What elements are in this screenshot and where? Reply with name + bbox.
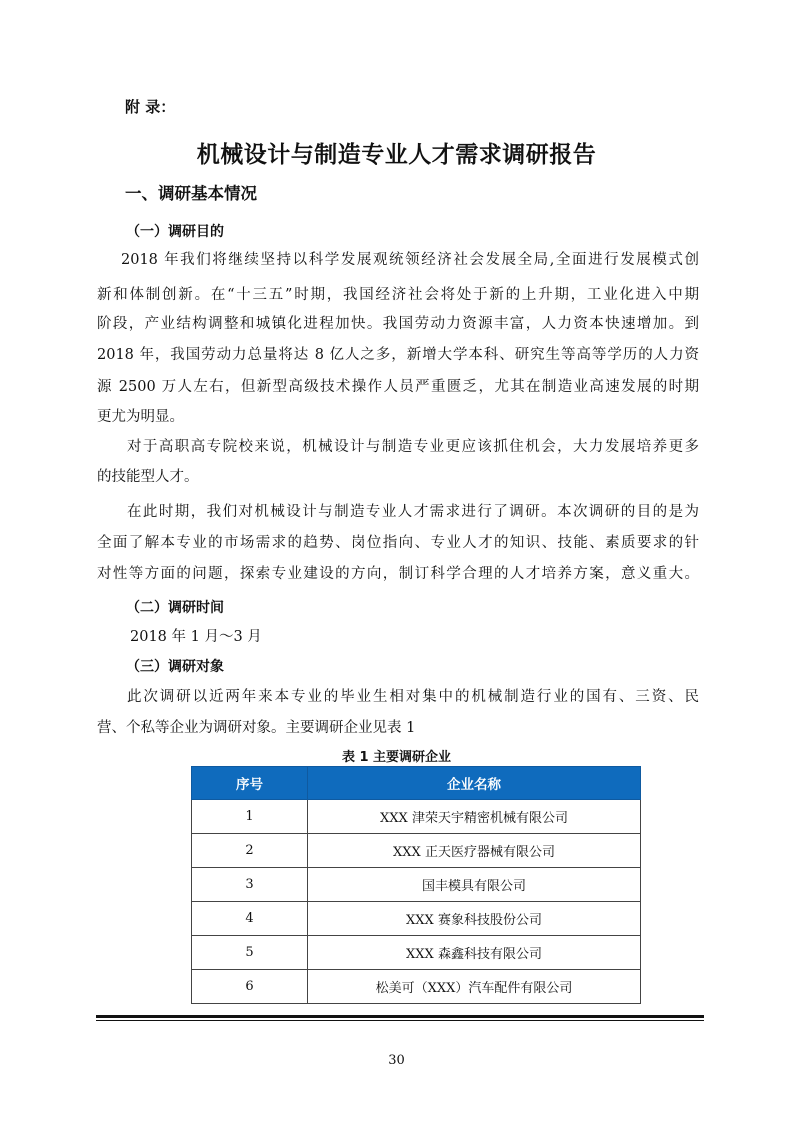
table-row <box>192 868 641 902</box>
table-row <box>192 834 641 868</box>
row-number: 3 <box>192 868 308 902</box>
table-row <box>192 902 641 936</box>
row-number: 4 <box>192 902 308 936</box>
company-name: XXX 正天医疗器械有限公司 <box>308 834 641 868</box>
row-number: 2 <box>192 834 308 868</box>
paragraph-line: 全面了解本专业的市场需求的趋势、岗位指向、专业人才的知识、技能、素质要求的针 <box>97 535 699 551</box>
paragraph-line: 新和体制创新。在“十三五”时期，我国经济社会将处于新的上升期，工业化进入中期 <box>97 287 699 303</box>
paragraph-line: 更尤为明显。 <box>97 409 184 425</box>
column-header-company: 企业名称 <box>308 767 641 800</box>
table-row <box>192 936 641 970</box>
company-name: 国丰模具有限公司 <box>308 868 641 902</box>
document-title: 机械设计与制造专业人才需求调研报告 <box>196 142 597 168</box>
company-name: XXX 津荣天宇精密机械有限公司 <box>308 800 641 834</box>
paragraph-line: 在此时期，我们对机械设计与制造专业人才需求进行了调研。本次调研的目的是为 <box>127 504 699 520</box>
row-number: 1 <box>192 800 308 834</box>
companies-table <box>191 766 641 1004</box>
footer-rule-thick <box>96 1015 704 1018</box>
paragraph-line: 对于高职高专院校来说，机械设计与制造专业更应该抓住机会，大力发展培养更多 <box>127 439 699 455</box>
section-heading-basic-info: 一、调研基本情况 <box>125 184 257 203</box>
row-number: 5 <box>192 936 308 970</box>
row-number: 6 <box>192 970 308 1004</box>
column-header-number: 序号 <box>192 767 308 800</box>
paragraph-line: 对性等方面的问题，探索专业建设的方向，制订科学合理的人才培养方案，意义重大。 <box>97 566 699 582</box>
table-row <box>192 800 641 834</box>
paragraph-line: 源 2500 万人左右，但新型高级技术操作人员严重匮乏，尤其在制造业高速发展的时期 <box>97 379 699 395</box>
company-name: 松美可（XXX）汽车配件有限公司 <box>308 970 641 1004</box>
paragraph-line: 阶段，产业结构调整和城镇化进程加快。我国劳动力资源丰富，人力资本快速增加。到 <box>97 316 699 332</box>
footer-rule-thin <box>96 1020 704 1021</box>
paragraph-line: 此次调研以近两年来本专业的毕业生相对集中的机械制造行业的国有、三资、民 <box>127 689 699 705</box>
paragraph-line: 的技能型人才。 <box>97 469 199 485</box>
subsection-heading-object: （三）调研对象 <box>126 659 224 675</box>
survey-time-text: 2018 年 1 月～3 月 <box>130 629 262 645</box>
table-row <box>192 970 641 1004</box>
appendix-label: 附 录： <box>125 98 176 116</box>
company-name: XXX 赛象科技股份公司 <box>308 902 641 936</box>
company-name: XXX 森鑫科技有限公司 <box>308 936 641 970</box>
subsection-heading-purpose: （一）调研目的 <box>126 224 224 240</box>
paragraph-line: 2018 年，我国劳动力总量将达 8 亿人之多，新增大学本科、研究生等高等学历的人力资 <box>97 347 699 363</box>
page-number: 30 <box>388 1053 405 1068</box>
paragraph-line: 2018 年我们将继续坚持以科学发展观统领经济社会发展全局,全面进行发展模式创 <box>121 252 699 268</box>
subsection-heading-time: （二）调研时间 <box>126 600 224 616</box>
table-caption: 表 1 主要调研企业 <box>341 750 452 765</box>
table-header-row <box>192 767 641 800</box>
paragraph-line: 营、个私等企业为调研对象。主要调研企业见表 1 <box>97 720 416 736</box>
